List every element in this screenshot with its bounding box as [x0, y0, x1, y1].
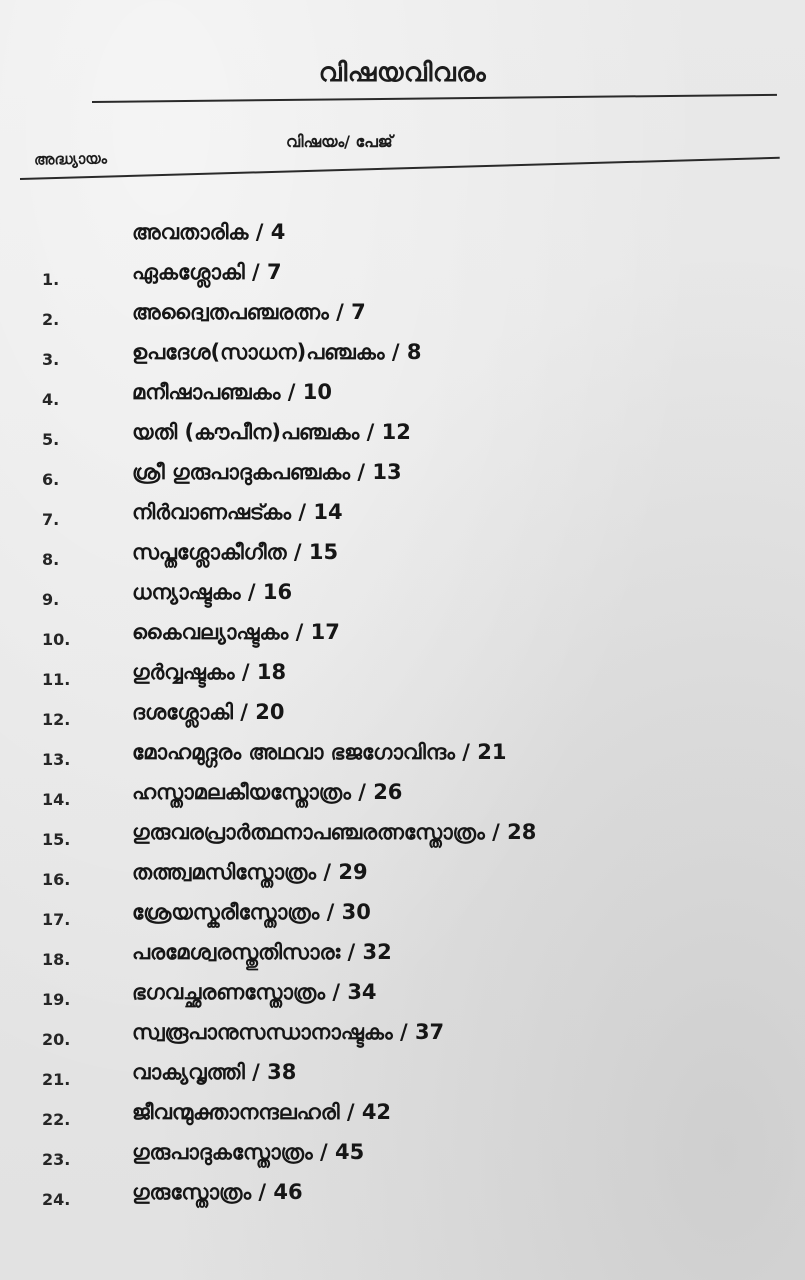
toc-row — [0, 780, 805, 820]
toc-row — [0, 940, 805, 980]
toc-number: 16. — [42, 870, 71, 889]
toc-row — [0, 1180, 805, 1220]
toc-row — [0, 1100, 805, 1140]
toc-entry: ദശശ്ലോകി / 20 — [132, 700, 285, 724]
toc-number: 12. — [42, 710, 71, 729]
toc-number: 15. — [42, 830, 71, 849]
toc-row — [0, 1020, 805, 1060]
toc-entry: തത്ത്വമസിസ്തോത്രം / 29 — [132, 860, 368, 884]
toc-entry: ജീവന്മുക്താനന്ദലഹരി / 42 — [132, 1100, 392, 1124]
toc-number: 17. — [42, 910, 71, 929]
toc-row — [0, 340, 805, 380]
toc-number: 4. — [42, 390, 60, 409]
toc-entry: ഗുരുപാദുകസ്തോത്രം / 45 — [132, 1140, 365, 1164]
toc-number: 18. — [42, 950, 71, 969]
toc-row — [0, 900, 805, 940]
toc-row — [0, 620, 805, 660]
toc-entry: ഗുരുവരപ്രാർത്ഥനാപഞ്ചരത്നസ്തോത്രം / 28 — [132, 820, 537, 844]
toc-row — [0, 500, 805, 540]
subject-column-header: വിഷയം/ പേജ് — [286, 132, 393, 151]
toc-entry: ഗുർവ്വഷ്ടകം / 18 — [132, 660, 287, 684]
toc-number: 24. — [42, 1190, 71, 1209]
toc-row — [0, 420, 805, 460]
toc-entry: മോഹമുദ്ഗരം അഥവാ ഭജഗോവിന്ദം / 21 — [132, 740, 507, 764]
toc-entry: ശ്രീ ഗുരുപാദുകപഞ്ചകം / 13 — [132, 460, 402, 484]
toc-entry: ശ്രേയസ്കരീസ്തോത്രം / 30 — [132, 900, 371, 924]
toc-number: 9. — [42, 590, 60, 609]
toc-entry: ഹസ്താമലകീയസ്തോത്രം / 26 — [132, 780, 403, 804]
toc-row — [0, 980, 805, 1020]
toc-number: 10. — [42, 630, 71, 649]
toc-row — [0, 460, 805, 500]
toc-row — [0, 820, 805, 860]
toc-row — [0, 860, 805, 900]
toc-entry: സ്വരൂപാനുസന്ധാനാഷ്ടകം / 37 — [132, 1020, 445, 1044]
toc-row — [0, 300, 805, 340]
toc-row — [0, 580, 805, 620]
toc-row — [0, 700, 805, 740]
header-top-rule — [92, 94, 777, 103]
toc-row — [0, 380, 805, 420]
chapter-column-header: അദ്ധ്യായം — [33, 149, 108, 169]
toc-number: 5. — [42, 430, 60, 449]
toc-row — [0, 660, 805, 700]
toc-number: 23. — [42, 1150, 71, 1169]
toc-entry: നിർവാണഷട്കം / 14 — [132, 500, 343, 524]
toc-entry: അവതാരിക / 4 — [132, 220, 286, 244]
toc-entry: വാക്യവൃത്തി / 38 — [132, 1060, 297, 1084]
toc-entry: കൈവല്യാഷ്ടകം / 17 — [132, 620, 340, 644]
toc-row — [0, 540, 805, 580]
page-title: വിഷയവിവരം — [318, 58, 487, 88]
toc-row — [0, 740, 805, 780]
toc-number: 3. — [42, 350, 60, 369]
toc-entry: ധന്യാഷ്ടകം / 16 — [132, 580, 293, 604]
toc-entry: മനീഷാപഞ്ചകം / 10 — [132, 380, 332, 404]
toc-entry: യതി (കൗപീന)പഞ്ചകം / 12 — [132, 420, 411, 444]
header-bottom-rule — [20, 157, 780, 180]
toc-entry: പരമേശ്വരസ്തുതിസാരഃ / 32 — [132, 940, 392, 964]
toc-number: 2. — [42, 310, 60, 329]
toc-number: 21. — [42, 1070, 71, 1089]
toc-number: 19. — [42, 990, 71, 1009]
toc-number: 6. — [42, 470, 60, 489]
toc-number: 8. — [42, 550, 60, 569]
toc-row — [0, 260, 805, 300]
toc-entry: ഏകശ്ലോകി / 7 — [132, 260, 282, 284]
toc-row — [0, 1140, 805, 1180]
toc-entry: ഉപദേശ(സാധന)പഞ്ചകം / 8 — [132, 340, 422, 364]
toc-entry: അദ്വൈതപഞ്ചരത്നം / 7 — [132, 300, 366, 324]
toc-number: 1. — [42, 270, 60, 289]
toc-number: 20. — [42, 1030, 71, 1049]
toc-row — [0, 1060, 805, 1100]
toc-number: 22. — [42, 1110, 71, 1129]
toc-entry: ഗുരുസ്തോത്രം / 46 — [132, 1180, 303, 1204]
toc-number: 7. — [42, 510, 60, 529]
toc-entry: സപ്തശ്ലോകീഗീത / 15 — [132, 540, 339, 564]
toc-number: 13. — [42, 750, 71, 769]
toc-number: 14. — [42, 790, 71, 809]
toc-entry: ഭഗവച്ഛരണസ്തോത്രം / 34 — [132, 980, 377, 1004]
toc-number: 11. — [42, 670, 71, 689]
toc-row — [0, 220, 805, 260]
